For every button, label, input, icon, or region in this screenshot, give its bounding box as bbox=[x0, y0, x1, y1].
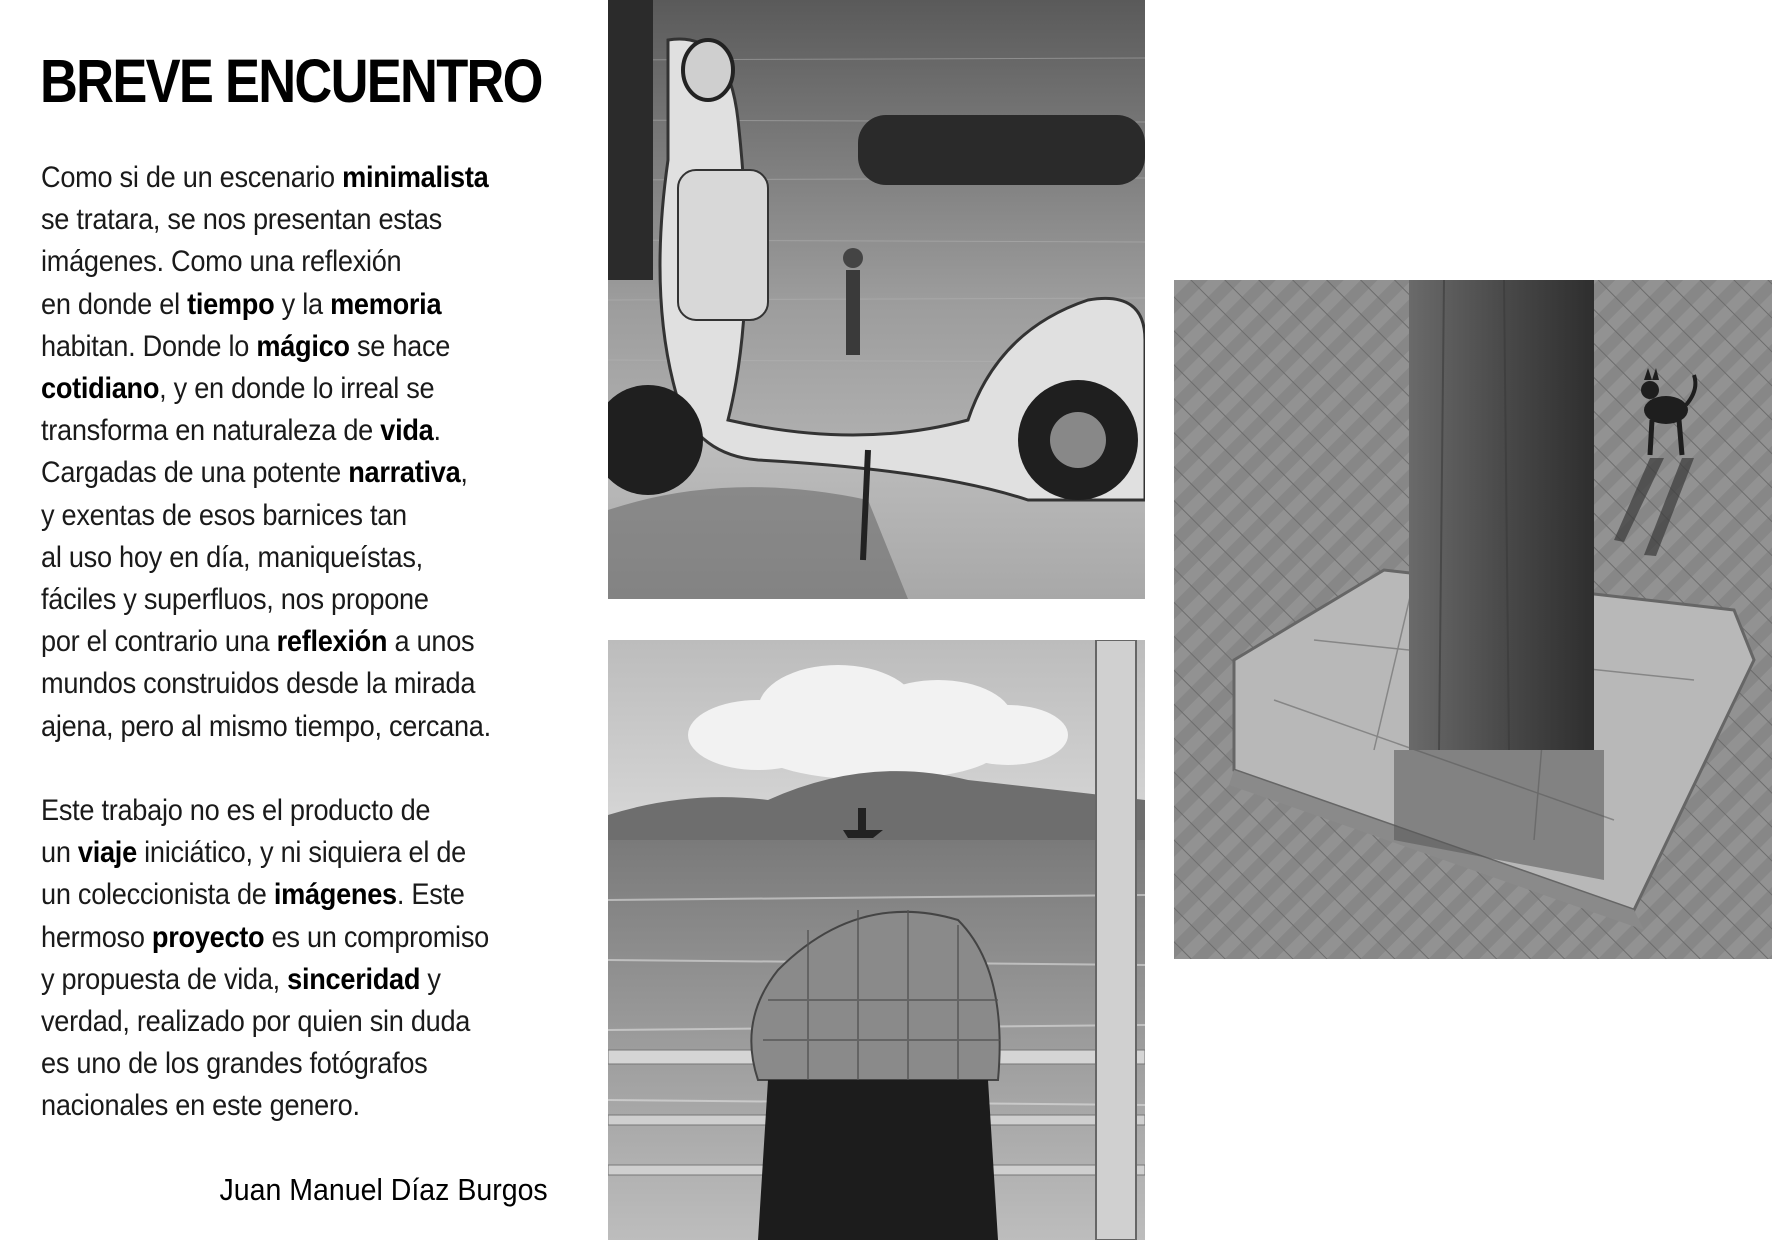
text-segment: es uno de los grandes fotógrafos bbox=[41, 1047, 428, 1081]
page-title: BREVE ENCUENTRO bbox=[40, 47, 542, 115]
photo-pillar-dog-image bbox=[1174, 280, 1772, 959]
text-line bbox=[41, 621, 519, 663]
photo-pillar-dog bbox=[1174, 280, 1772, 959]
text-segment: en donde el bbox=[41, 287, 188, 321]
photo-ferry-man-railing bbox=[608, 640, 1145, 1240]
text-line bbox=[41, 410, 519, 452]
text-segment: , bbox=[460, 456, 468, 490]
emphasized-word: memoria bbox=[330, 287, 442, 321]
text-segment: imágenes. Como una reflexión bbox=[41, 245, 402, 279]
text-segment: mundos construidos desde la mirada bbox=[41, 667, 476, 701]
emphasized-word: proyecto bbox=[151, 920, 265, 954]
text-line bbox=[41, 579, 519, 621]
text-segment: se tratara, se nos presentan estas bbox=[41, 203, 442, 237]
emphasized-word: tiempo bbox=[187, 287, 275, 321]
text-line bbox=[41, 495, 519, 537]
text-segment: Cargadas de una potente bbox=[41, 456, 349, 490]
text-segment: iniciático, y ni siquiera el de bbox=[136, 836, 466, 870]
emphasized-word: vida bbox=[380, 414, 434, 448]
text-line bbox=[41, 241, 519, 283]
text-line bbox=[41, 284, 519, 326]
photo-scooter-river-image bbox=[608, 0, 1145, 599]
emphasized-word: sinceridad bbox=[287, 962, 421, 996]
text-segment: , y en donde lo irreal se bbox=[159, 372, 435, 406]
photo-ferry-man-railing-image bbox=[608, 640, 1145, 1240]
text-segment: se hace bbox=[349, 329, 451, 363]
text-segment: al uso hoy en día, maniqueístas, bbox=[41, 540, 423, 574]
text-line bbox=[41, 537, 519, 579]
text-segment: y la bbox=[274, 287, 331, 321]
emphasized-word: minimalista bbox=[342, 161, 489, 194]
text-line bbox=[41, 706, 519, 748]
second-paragraph bbox=[41, 790, 561, 1128]
text-segment: un coleccionista de bbox=[41, 878, 274, 912]
text-line bbox=[41, 368, 519, 410]
text-segment: y exentas de esos barnices tan bbox=[41, 498, 407, 532]
text-segment: por el contrario una bbox=[41, 625, 277, 659]
text-segment: transforma en naturaleza de bbox=[41, 414, 381, 448]
author-signature: Juan Manuel Díaz Burgos bbox=[219, 1172, 548, 1207]
emphasized-word: mágico bbox=[256, 329, 350, 363]
text-segment: verdad, realizado por quien sin duda bbox=[41, 1005, 471, 1039]
text-segment: es un compromiso bbox=[264, 920, 489, 954]
text-segment: un bbox=[41, 836, 78, 870]
intro-paragraph bbox=[41, 157, 561, 748]
text-segment: ajena, pero al mismo tiempo, cercana. bbox=[41, 709, 491, 743]
text-line bbox=[41, 1043, 519, 1085]
emphasized-word: reflexión bbox=[276, 625, 388, 659]
text-segment: a unos bbox=[387, 625, 475, 659]
text-line bbox=[41, 326, 519, 368]
text-segment: nacionales en este genero. bbox=[41, 1089, 360, 1123]
text-line bbox=[41, 874, 519, 916]
text-segment: fáciles y superfluos, nos propone bbox=[41, 583, 429, 617]
text-line bbox=[41, 790, 519, 832]
text-line bbox=[41, 452, 519, 494]
emphasized-word: viaje bbox=[77, 836, 137, 870]
text-segment: hermoso bbox=[41, 920, 152, 954]
text-segment: Como si de un escenario bbox=[41, 161, 343, 194]
text-line bbox=[41, 959, 519, 1001]
text-line bbox=[41, 1001, 519, 1043]
text-segment: . Este bbox=[396, 878, 465, 912]
emphasized-word: cotidiano bbox=[41, 372, 160, 406]
text-line bbox=[41, 832, 519, 874]
text-line bbox=[41, 917, 519, 959]
text-line bbox=[41, 1085, 519, 1127]
text-segment: . bbox=[433, 414, 441, 448]
emphasized-word: imágenes bbox=[273, 878, 397, 912]
text-segment: y bbox=[420, 962, 441, 996]
emphasized-word: narrativa bbox=[348, 456, 461, 490]
text-segment: habitan. Donde lo bbox=[41, 329, 257, 363]
text-line bbox=[41, 663, 519, 705]
text-line bbox=[41, 199, 519, 241]
text-segment: y propuesta de vida, bbox=[41, 962, 288, 996]
photo-scooter-river bbox=[608, 0, 1145, 599]
text-segment: Este trabajo no es el producto de bbox=[41, 794, 431, 827]
text-line bbox=[41, 157, 519, 199]
